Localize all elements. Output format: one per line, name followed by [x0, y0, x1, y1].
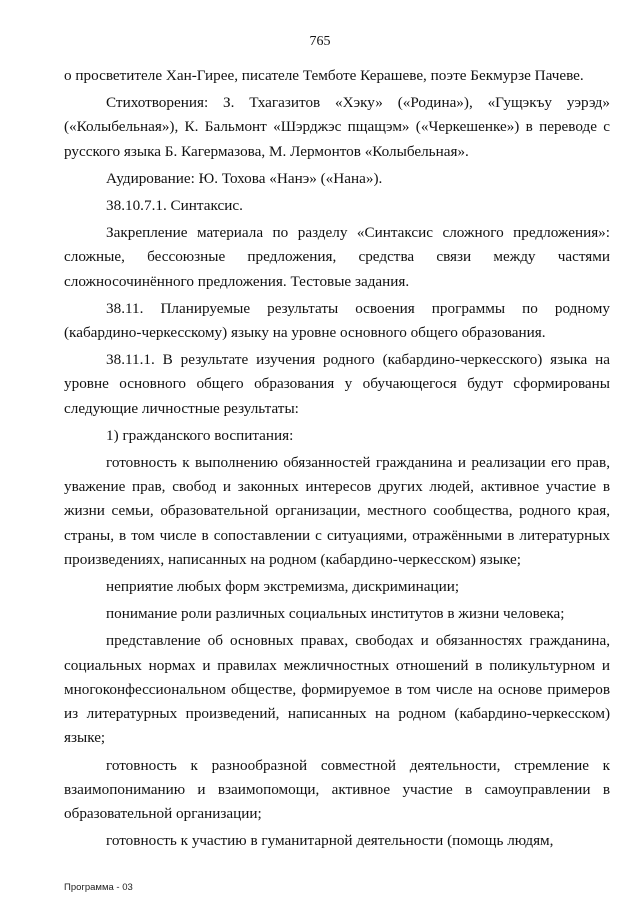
page-number: 765 [309, 34, 331, 49]
paragraph-continuation: о просветителе Хан-Гирее, писателе Темботе Керашеве, поэте Бекмурзе Пачеве. [64, 67, 584, 84]
list-item: готовность к выполнению обязанностей гражданина и реализации его прав, уважение прав, свобод и законных интересов других людей, активное участие в жизни семьи, образовательной организации, местного сообщества, родного края, страны, в том числе в сопоставлении с ситуациями, отражёнными в литературных произведениях, написанных на родном (кабардино-черкесском) языке; [64, 453, 610, 569]
paragraph-poems: Стихотворения: З. Тхагазитов «Хэку» («Родина»), «Гущэкъу уэрэд» («Колыбельная»), К. Бальмонт «Шэрджэс пщащэм» («Черкешенке») в переводе с русского языка Б. Кагермазова, М. Лермонтов «Колыбельная». [64, 94, 610, 160]
paragraph-listening: Аудирование: Ю. Тохова «Нанэ» («Нана»). [106, 169, 383, 187]
list-item: готовность к участию в гуманитарной деятельности (помощь людям, [106, 832, 554, 850]
list-item: понимание роли различных социальных институтов в жизни человека; [106, 605, 565, 623]
list-item: неприятие любых форм экстремизма, дискриминации; [106, 578, 460, 596]
paragraph-personal-results: 38.11.1. В результате изучения родного (кабардино-черкесского) языка на уровне основного общего образования у обучающегося будут сформированы следующие личностные результаты: [64, 351, 610, 417]
section-heading-syntax: 38.10.7.1. Синтаксис. [106, 196, 243, 214]
paragraph-syntax-review: Закрепление материала по разделу «Синтаксис сложного предложения»: сложные, бессоюзные предложения, средства связи между частями сложносочинённого предложения. Тестовые задания. [64, 223, 610, 290]
list-item: готовность к разнообразной совместной деятельности, стремление к взаимопониманию и взаимопомощи, активное участие в самоуправлении в образовательной организации; [64, 756, 610, 823]
document-body [64, 64, 610, 854]
footer-label: Программа - 03 [64, 882, 133, 893]
list-heading-civic-education: 1) гражданского воспитания: [106, 426, 294, 444]
section-heading-planned-results: 38.11. Планируемые результаты освоения программы по родному (кабардино-черкесскому) языку на уровне основного общего образования. [64, 299, 610, 341]
list-item: представление об основных правах, свободах и обязанностях гражданина, социальных нормах и правилах межличностных отношений в поликультурном и многоконфессиональном обществе, формируемое в том числе на основе примеров из литературных произведений, написанных на родном (кабардино-черкесском) языке; [64, 632, 610, 747]
